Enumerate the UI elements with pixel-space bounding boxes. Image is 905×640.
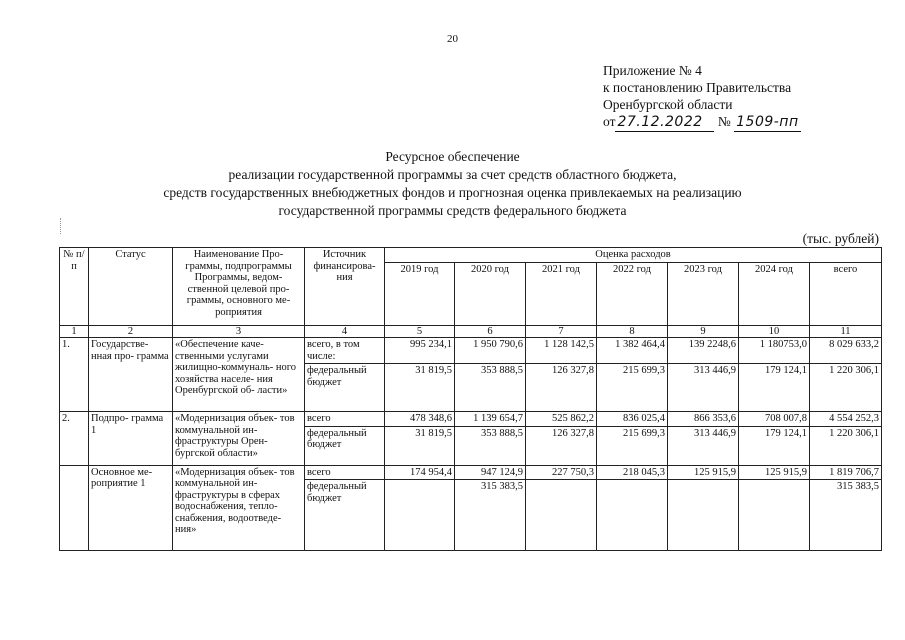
value-cell: 126 327,8 bbox=[526, 426, 597, 465]
index-cell: 5 bbox=[385, 325, 455, 338]
table-row bbox=[60, 412, 882, 427]
value-cell bbox=[668, 480, 739, 551]
value-cell: 227 750,3 bbox=[526, 465, 597, 480]
title-line-1: Ресурсное обеспечение bbox=[385, 149, 520, 164]
handwritten-date: 27.12.2022 bbox=[617, 114, 703, 130]
row-source: всего bbox=[305, 465, 385, 480]
header-name: Наименование Про- граммы, подпрограммы Программы, ведом- ственной целевой про- граммы, основного ме- роприятия bbox=[173, 248, 305, 326]
appendix-line-2: к постановлению Правительства bbox=[603, 80, 792, 95]
index-cell: 2 bbox=[89, 325, 173, 338]
budget-table bbox=[59, 247, 882, 551]
index-cell: 6 bbox=[455, 325, 526, 338]
index-cell: 8 bbox=[597, 325, 668, 338]
index-cell: 4 bbox=[305, 325, 385, 338]
value-cell: 708 007,8 bbox=[739, 412, 810, 427]
row-num: 1. bbox=[60, 338, 89, 412]
header-year-2020: 2020 год bbox=[455, 262, 526, 325]
header-year-2019: 2019 год bbox=[385, 262, 455, 325]
row-num: 2. bbox=[60, 412, 89, 466]
index-cell: 9 bbox=[668, 325, 739, 338]
row-status: Основное ме- роприятие 1 bbox=[89, 465, 173, 551]
value-cell: 1 220 306,1 bbox=[810, 426, 882, 465]
row-source: федеральный бюджет bbox=[305, 426, 385, 465]
index-cell: 1 bbox=[60, 325, 89, 338]
page-number: 20 bbox=[447, 33, 458, 45]
value-cell: 125 915,9 bbox=[668, 465, 739, 480]
value-cell: 1 220 306,1 bbox=[810, 364, 882, 412]
value-cell: 1 128 142,5 bbox=[526, 338, 597, 364]
handwritten-number: 1509-пп bbox=[736, 114, 799, 130]
value-cell: 174 954,4 bbox=[385, 465, 455, 480]
row-source: всего bbox=[305, 412, 385, 427]
appendix-line-3: Оренбургской области bbox=[603, 97, 733, 112]
value-cell: 866 353,6 bbox=[668, 412, 739, 427]
row-source: федеральный бюджет bbox=[305, 364, 385, 412]
value-cell: 179 124,1 bbox=[739, 426, 810, 465]
value-cell: 218 045,3 bbox=[597, 465, 668, 480]
header-num: № п/п bbox=[60, 248, 89, 326]
value-cell: 313 446,9 bbox=[668, 426, 739, 465]
value-cell: 315 383,5 bbox=[810, 480, 882, 551]
title-line-3: средств государственных внебюджетных фондов и прогнозная оценка привлекаемых на реализацию bbox=[163, 185, 742, 200]
value-cell: 1 139 654,7 bbox=[455, 412, 526, 427]
date-prefix: от bbox=[603, 114, 616, 129]
document-title bbox=[0, 148, 905, 220]
value-cell bbox=[385, 480, 455, 551]
index-row bbox=[60, 325, 882, 338]
title-line-2: реализации государственной программы за счет средств областного бюджета, bbox=[228, 167, 677, 182]
value-cell: 836 025,4 bbox=[597, 412, 668, 427]
value-cell: 126 327,8 bbox=[526, 364, 597, 412]
value-cell: 1 180753,0 bbox=[739, 338, 810, 364]
row-name: «Обеспечение каче- ственными услугами жилищно-коммуналь- ного хозяйства населе- ния Оренбургской об- ласти» bbox=[173, 338, 305, 412]
appendix-block bbox=[603, 62, 801, 132]
value-cell: 31 819,5 bbox=[385, 426, 455, 465]
table-row bbox=[60, 465, 882, 480]
header-total: всего bbox=[810, 262, 882, 325]
value-cell: 353 888,5 bbox=[455, 426, 526, 465]
table-row bbox=[60, 338, 882, 364]
index-cell: 7 bbox=[526, 325, 597, 338]
row-name: «Модернизация объек- тов коммунальной ин- фраструктуры Орен- бургской области» bbox=[173, 412, 305, 466]
row-name: «Модернизация объек- тов коммунальной ин- фраструктуры в сферах водоснабжения, тепло- снабжения, водоотведе- ния» bbox=[173, 465, 305, 551]
index-cell: 10 bbox=[739, 325, 810, 338]
header-year-2021: 2021 год bbox=[526, 262, 597, 325]
value-cell: 4 554 252,3 bbox=[810, 412, 882, 427]
value-cell: 139 2248,6 bbox=[668, 338, 739, 364]
title-line-4: государственной программы средств федерального бюджета bbox=[278, 203, 627, 218]
value-cell bbox=[739, 480, 810, 551]
value-cell: 478 348,6 bbox=[385, 412, 455, 427]
value-cell bbox=[597, 480, 668, 551]
value-cell: 179 124,1 bbox=[739, 364, 810, 412]
number-prefix: № bbox=[717, 114, 731, 129]
appendix-line-1: Приложение № 4 bbox=[603, 63, 702, 78]
value-cell: 1 819 706,7 bbox=[810, 465, 882, 480]
value-cell: 1 950 790,6 bbox=[455, 338, 526, 364]
value-cell: 1 382 464,4 bbox=[597, 338, 668, 364]
header-year-2022: 2022 год bbox=[597, 262, 668, 325]
row-source: федеральный бюджет bbox=[305, 480, 385, 551]
row-num bbox=[60, 465, 89, 551]
units-label: (тыс. рублей) bbox=[802, 231, 879, 246]
value-cell: 313 446,9 bbox=[668, 364, 739, 412]
index-cell: 11 bbox=[810, 325, 882, 338]
value-cell: 947 124,9 bbox=[455, 465, 526, 480]
value-cell: 353 888,5 bbox=[455, 364, 526, 412]
value-cell: 525 862,2 bbox=[526, 412, 597, 427]
value-cell: 125 915,9 bbox=[739, 465, 810, 480]
appendix-date-line bbox=[603, 113, 801, 132]
header-year-2024: 2024 год bbox=[739, 262, 810, 325]
value-cell: 215 699,3 bbox=[597, 426, 668, 465]
value-cell: 315 383,5 bbox=[455, 480, 526, 551]
value-cell: 995 234,1 bbox=[385, 338, 455, 364]
header-expenses: Оценка расходов bbox=[385, 248, 882, 263]
header-year-2023: 2023 год bbox=[668, 262, 739, 325]
row-status: Государстве- нная про- грамма bbox=[89, 338, 173, 412]
header-status: Статус bbox=[89, 248, 173, 326]
index-cell: 3 bbox=[173, 325, 305, 338]
value-cell: 215 699,3 bbox=[597, 364, 668, 412]
value-cell: 31 819,5 bbox=[385, 364, 455, 412]
value-cell bbox=[526, 480, 597, 551]
header-source: Источник финансирова- ния bbox=[305, 248, 385, 326]
value-cell: 8 029 633,2 bbox=[810, 338, 882, 364]
row-source: всего, в том числе: bbox=[305, 338, 385, 364]
row-status: Подпро- грамма 1 bbox=[89, 412, 173, 466]
margin-scan-mark bbox=[60, 218, 66, 234]
header-row-1 bbox=[60, 248, 882, 263]
